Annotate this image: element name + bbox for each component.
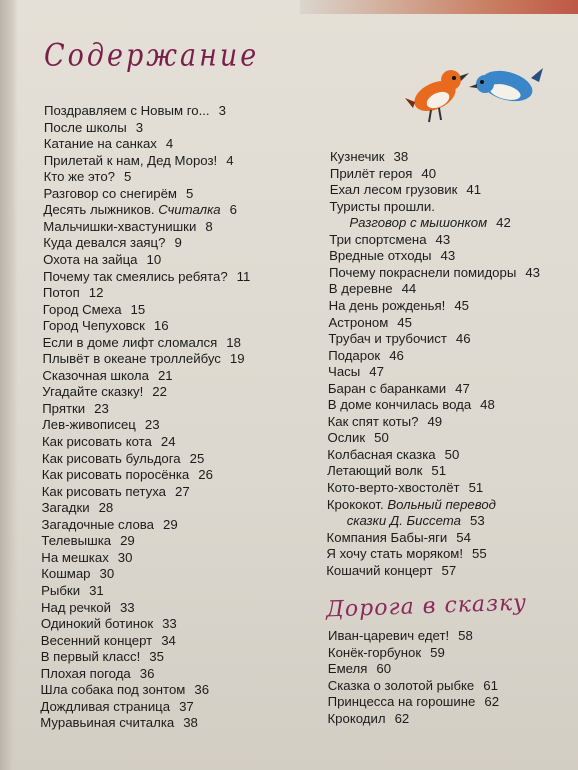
- toc-entry-page: 33: [119, 599, 135, 615]
- toc-entry-title: Принцесса на горошине: [327, 694, 476, 710]
- toc-entry-title: Крокодил: [327, 711, 386, 726]
- toc-entry: [44, 186, 194, 202]
- toc-entry-title: Десять лыжников.: [43, 202, 155, 218]
- toc-entry-title: Муравьиная считалка: [40, 715, 175, 731]
- toc-entry-page: 33: [162, 616, 177, 632]
- toc-entry: [44, 169, 132, 185]
- toc-entry-page: 16: [153, 318, 169, 334]
- toc-entry: [43, 302, 145, 318]
- toc-entry: [43, 219, 212, 235]
- toc-entry: [328, 694, 499, 710]
- toc-entry: [43, 269, 250, 285]
- toc-entry: [43, 235, 182, 251]
- toc-entry: [329, 265, 540, 281]
- toc-entry: [43, 351, 245, 367]
- toc-entry-title: Почему так смеялись ребята?: [43, 268, 228, 284]
- toc-entry: [41, 550, 132, 566]
- toc-entry-title: Как рисовать поросёнка: [41, 467, 190, 483]
- toc-entry-page: 50: [374, 430, 389, 446]
- toc-entry: [42, 384, 167, 400]
- toc-entry: [41, 600, 135, 616]
- toc-entry: [329, 281, 416, 297]
- toc-entry-title: Туристы прошли.: [329, 198, 435, 214]
- toc-entry-page: 43: [435, 231, 451, 247]
- toc-entry-page: 3: [135, 119, 144, 135]
- toc-entry-subtitle: Считалка: [154, 202, 221, 218]
- orange-bird-icon: [405, 70, 469, 122]
- toc-entry-page: 30: [117, 549, 133, 565]
- toc-entry-page: 19: [229, 351, 245, 367]
- toc-entry-page: 3: [218, 103, 226, 118]
- birds-illustration: [405, 58, 545, 128]
- toc-entry-page: 31: [89, 582, 104, 598]
- toc-entry-title: Баран с баранками: [327, 380, 447, 396]
- toc-entry-title: Поздравляем с Новым го...: [44, 103, 210, 118]
- toc-entry-page: 6: [229, 202, 237, 218]
- toc-entry-title: Часы: [328, 364, 361, 380]
- toc-entry-title: Телевышка: [41, 533, 112, 549]
- toc-entry-page: 59: [430, 644, 445, 660]
- toc-entry-title: Кузнечик: [330, 149, 385, 164]
- toc-entry: [326, 546, 486, 562]
- toc-entry-page: 57: [441, 562, 457, 578]
- toc-entry-title: Ослик: [327, 430, 366, 446]
- toc-entry-title: В деревне: [328, 281, 393, 297]
- toc-entry-page: 46: [455, 331, 471, 347]
- toc-entry-page: 5: [186, 185, 194, 201]
- toc-entry: [328, 331, 470, 347]
- toc-entry-title: Как рисовать петуха: [41, 483, 166, 499]
- toc-entry: [330, 166, 436, 182]
- toc-entry-page: 35: [149, 649, 164, 665]
- toc-entry: [329, 298, 469, 314]
- toc-entry-title: Потоп: [42, 285, 80, 301]
- toc-entry-title: Как спят коты?: [327, 413, 419, 429]
- toc-entry-title: Мальчишки-хвастунишки: [43, 218, 197, 234]
- toc-entry: [327, 530, 471, 546]
- toc-entry-title: Емеля: [327, 661, 368, 677]
- toc-entry-subtitle: Разговор с мышонком: [349, 215, 488, 231]
- toc-entry: [41, 649, 164, 665]
- toc-entry: [41, 633, 176, 649]
- toc-entry-page: 37: [179, 698, 194, 714]
- toc-entry: [40, 715, 198, 731]
- toc-entry-page: 28: [98, 500, 114, 516]
- toc-entry-page: 47: [455, 380, 470, 396]
- toc-entry: [42, 467, 213, 483]
- toc-entry-title: Рыбки: [41, 582, 81, 598]
- toc-entry: [327, 513, 485, 529]
- toc-entry-page: 55: [472, 546, 487, 562]
- toc-entry: [43, 202, 237, 218]
- toc-entry-page: 48: [480, 397, 495, 413]
- section-heading-road-to-fairytale: Дорога в сказку: [325, 590, 528, 623]
- toc-entry-title: Шла собака под зонтом: [40, 682, 186, 698]
- toc-entry: [43, 285, 104, 301]
- toc-entry: [43, 318, 169, 334]
- toc-heading: Содержание: [44, 37, 260, 74]
- toc-entry-title: Сказка о золотой рыбке: [327, 677, 475, 693]
- toc-entry-title: Прилёт героя: [329, 165, 413, 181]
- toc-entry: [43, 335, 241, 351]
- toc-entry-page: 18: [226, 334, 241, 350]
- toc-entry-page: 9: [174, 235, 182, 251]
- toc-entry-title: Кто же это?: [43, 169, 115, 185]
- toc-entry-page: 29: [120, 533, 135, 549]
- toc-entry-title: Как рисовать кота: [42, 434, 152, 449]
- toc-entry-title: Катание на санках: [43, 136, 157, 152]
- toc-entry: [330, 182, 481, 198]
- toc-entry-page: 24: [160, 434, 176, 449]
- toc-entry-page: 45: [454, 297, 470, 313]
- toc-entry-title: На мешках: [41, 549, 109, 565]
- toc-entry-title: Если в доме лифт сломался: [42, 334, 218, 350]
- toc-entry: [42, 484, 190, 500]
- toc-entry-page: 61: [483, 677, 498, 693]
- toc-entry-title: После школы: [43, 119, 127, 135]
- toc-entry: [44, 103, 226, 119]
- toc-entry-subtitle: сказки Д. Биссета: [346, 513, 461, 529]
- toc-entry-title: Вредные отходы: [329, 248, 432, 264]
- toc-entry-title: Город Смеха: [42, 301, 122, 317]
- toc-entry-page: 53: [469, 513, 485, 529]
- toc-entry: [328, 364, 384, 380]
- toc-entry-page: 38: [183, 715, 198, 731]
- toc-entry-title: Кото-верто-хвостолёт: [327, 480, 460, 495]
- toc-entry-page: 38: [393, 149, 409, 164]
- toc-entry: [328, 381, 470, 397]
- toc-entry-title: Весенний концерт: [40, 632, 153, 648]
- toc-entry-title: Кошачий концерт: [326, 562, 433, 578]
- toc-entry-title: Лев-живописец: [42, 417, 136, 433]
- toc-entry-page: 21: [157, 367, 173, 383]
- toc-entry: [42, 451, 204, 467]
- toc-entry-page: 22: [152, 384, 167, 400]
- toc-entry-page: 49: [427, 413, 443, 429]
- toc-entry-page: 10: [146, 251, 162, 267]
- book-gutter: [0, 0, 18, 770]
- toc-entry-page: 44: [401, 281, 417, 297]
- toc-entry-title: Ехал лесом грузовик: [329, 182, 458, 198]
- toc-entry-title: Сказочная школа: [42, 367, 149, 383]
- toc-entry: [327, 463, 446, 479]
- toc-entry-title: Плывёт в океане троллейбус: [42, 351, 221, 367]
- toc-entry-page: 62: [394, 711, 410, 726]
- toc-entry-title: Плохая погода: [40, 665, 131, 681]
- toc-entry-page: 42: [496, 215, 511, 231]
- toc-entry: [328, 645, 445, 661]
- toc-entry-page: 51: [431, 463, 447, 479]
- toc-entry: [42, 417, 159, 433]
- toc-entry-page: 27: [175, 483, 190, 499]
- toc-entry: [330, 199, 435, 215]
- toc-entry: [42, 517, 178, 533]
- toc-entry-title: Колбасная сказка: [327, 446, 436, 462]
- toc-entry-title: Трубач и трубочист: [328, 331, 447, 347]
- toc-entry: [328, 661, 391, 677]
- toc-entry-page: 51: [468, 480, 484, 495]
- toc-entry-page: 36: [139, 665, 155, 681]
- toc-entry-title: Кошмар: [41, 566, 91, 582]
- toc-entry-title: Как рисовать бульдога: [41, 450, 181, 466]
- toc-entry-page: 40: [421, 165, 437, 181]
- toc-entry-title: Иван-царевич едет!: [328, 628, 450, 643]
- toc-entry-page: 43: [440, 248, 456, 264]
- toc-entry-title: Конёк-горбунок: [327, 644, 422, 660]
- toc-entry-page: 50: [444, 446, 460, 462]
- toc-entry-page: 4: [226, 152, 234, 168]
- toc-entry: [42, 434, 176, 450]
- toc-entry-page: 58: [458, 628, 473, 643]
- toc-entry-page: 4: [165, 136, 174, 152]
- toc-entry: [327, 480, 483, 496]
- toc-entry-page: 26: [198, 467, 213, 483]
- toc-entry: [328, 397, 495, 413]
- toc-entry-page: 15: [130, 301, 146, 317]
- toc-entry-title: Почему покраснели помидоры: [328, 264, 517, 280]
- toc-entry-title: Разговор со снегирём: [43, 185, 177, 201]
- toc-entry: [44, 136, 173, 152]
- toc-entry-title: Охота на зайца: [43, 251, 138, 267]
- toc-entry: [44, 120, 143, 136]
- toc-entry: [41, 682, 210, 698]
- toc-entry-title: На день рожденья!: [328, 297, 446, 313]
- toc-entry: [41, 533, 134, 549]
- toc-entry-title: Дождливая страница: [40, 698, 171, 714]
- toc-entry: [42, 500, 114, 516]
- toc-entry: [327, 447, 459, 463]
- toc-entry: [329, 248, 455, 264]
- toc-entry-page: 8: [205, 218, 213, 234]
- toc-entry-page: 36: [194, 682, 210, 698]
- toc-entry-page: 60: [376, 661, 392, 677]
- toc-entry-page: 41: [466, 182, 482, 198]
- toc-entry-page: 47: [369, 364, 384, 380]
- toc-entry-page: 45: [397, 314, 412, 330]
- toc-entry-title: Компания Бабы-яги: [326, 529, 448, 545]
- toc-entry-page: 5: [124, 169, 132, 185]
- toc-entry-title: Астроном: [328, 314, 389, 330]
- toc-entry-title: Летающий волк: [327, 463, 423, 479]
- toc-entry: [328, 628, 473, 644]
- toc-entry: [328, 414, 443, 430]
- toc-entry-page: 29: [163, 516, 178, 532]
- toc-entry-page: 11: [236, 268, 251, 284]
- facing-page-edge: [300, 0, 578, 14]
- toc-entry: [326, 563, 456, 579]
- toc-entry-title: Прилетай к нам, Дед Мороз!: [43, 152, 218, 168]
- toc-entry-title: Я хочу стать моряком!: [326, 546, 464, 562]
- toc-entry-title: Город Чепуховск: [42, 318, 145, 334]
- toc-entry-title: Загадочные слова: [41, 516, 154, 532]
- toc-entry-subtitle: Вольный перевод: [383, 496, 496, 512]
- toc-entry-page: 30: [99, 566, 115, 582]
- toc-entry-title: В доме кончилась вода: [327, 397, 472, 413]
- toc-entry-title: Три спортсмена: [329, 231, 427, 247]
- toc-entry-page: 43: [525, 264, 540, 280]
- toc-entry: [328, 711, 410, 727]
- toc-entry: [330, 149, 408, 165]
- toc-entry-page: 54: [456, 529, 471, 545]
- toc-entry-page: 46: [389, 347, 404, 363]
- toc-entry: [42, 368, 172, 384]
- blue-bird-icon: [469, 66, 543, 107]
- toc-entry: [329, 232, 450, 248]
- toc-entry-title: Крококот.: [326, 496, 384, 512]
- toc-entry-title: Над речкой: [41, 599, 111, 615]
- toc-entry: [328, 348, 404, 364]
- toc-entry-page: 34: [161, 632, 176, 648]
- toc-entry: [328, 678, 498, 694]
- toc-entry: [327, 497, 496, 513]
- toc-entry-title: Одинокий ботинок: [40, 616, 154, 632]
- toc-entry: [40, 699, 193, 715]
- toc-entry-page: 23: [94, 400, 109, 416]
- toc-entry: [41, 616, 177, 632]
- toc-entry-title: Загадки: [41, 500, 90, 516]
- toc-entry: [43, 252, 161, 268]
- toc-entry-title: Куда девался заяц?: [43, 235, 166, 251]
- toc-entry: [44, 153, 234, 169]
- toc-entry: [329, 215, 510, 231]
- toc-entry-page: 23: [144, 417, 160, 433]
- toc-entry: [41, 583, 104, 599]
- toc-entry-title: Угадайте сказку!: [42, 384, 144, 400]
- toc-entry-title: В первый класс!: [40, 649, 141, 665]
- toc-entry: [327, 430, 388, 446]
- toc-entry: [41, 566, 114, 582]
- toc-entry-page: 12: [88, 285, 104, 301]
- toc-entry: [329, 315, 412, 331]
- toc-entry: [41, 666, 155, 682]
- toc-entry-title: Подарок: [328, 347, 381, 363]
- toc-entry-page: 62: [484, 694, 500, 710]
- toc-entry-title: Прятки: [42, 400, 86, 416]
- toc-entry: [42, 401, 109, 417]
- toc-entry-page: 25: [189, 450, 205, 466]
